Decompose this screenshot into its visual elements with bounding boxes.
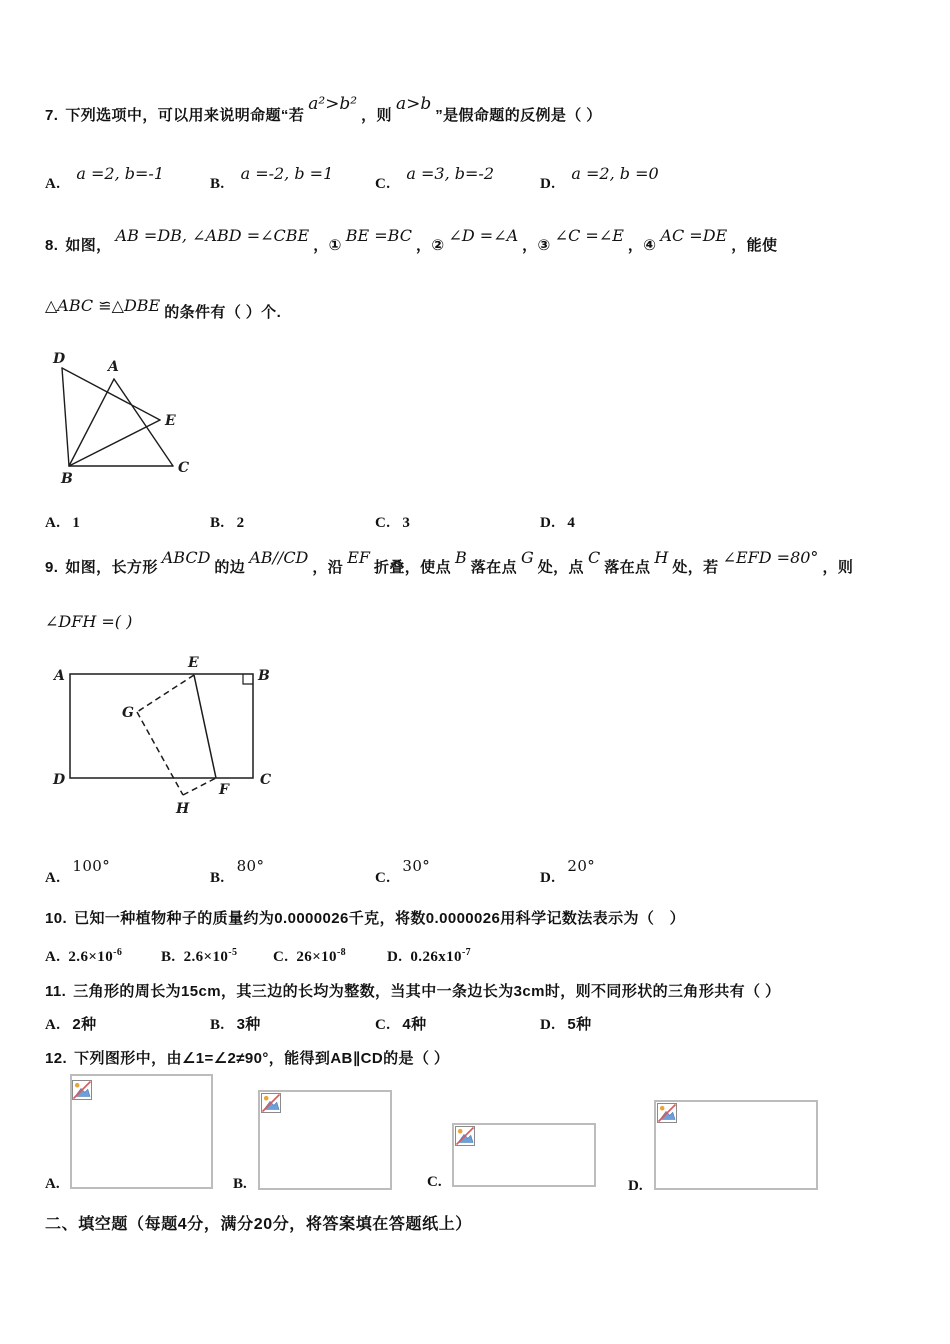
q11-option-b-value: 3种 (236, 1016, 261, 1033)
q7-option-a-label: A. (45, 176, 61, 192)
question-8-t4: ，③ (522, 237, 551, 254)
q11-option-d-value: 5种 (567, 1016, 592, 1033)
fig9-label-a: A (54, 668, 65, 684)
q9-option-c (375, 857, 431, 889)
question-7-number: 7. (45, 107, 59, 124)
q8-option-b-label: B. (210, 515, 225, 531)
question-9-formula-2: AB//CD (249, 548, 309, 567)
q11-option-b-label: B. (210, 1017, 225, 1033)
q8-option-b (210, 512, 244, 534)
fig8-label-a: A (108, 359, 119, 375)
question-11-text (45, 981, 780, 1003)
q11-option-c-label: C. (375, 1017, 391, 1033)
question-7-formula-2: a>b (395, 94, 432, 114)
q9-option-b (210, 857, 265, 889)
question-8-formula-5: AC =DE (660, 226, 728, 245)
question-8-formula-1: AB =DB, ∠ABD =∠CBE (115, 226, 310, 245)
broken-image-icon (261, 1093, 281, 1113)
q12-figure-box-a (70, 1074, 213, 1189)
question-9-formula-4: B (455, 548, 467, 567)
q7-option-d (540, 164, 663, 195)
fig9-label-e: E (188, 655, 199, 671)
question-10-text (45, 908, 685, 930)
q10-option-c-exp: -8 (336, 947, 347, 958)
question-9-formula-1: ABCD (161, 548, 211, 567)
fig9-label-h: H (176, 801, 190, 817)
q12-option-c-label: C. (427, 1174, 442, 1190)
q9-option-c-label: C. (375, 870, 391, 886)
question-9-t8: 处，若 (672, 559, 719, 576)
question-9-text-line2 (45, 611, 136, 634)
question-8-formula-2: BE =BC (345, 226, 412, 245)
question-7-t3: ”是假命题的反例是（ ） (435, 107, 602, 124)
q12-option-a-label: A. (45, 1176, 60, 1192)
q8-option-a-value: 1 (72, 515, 81, 531)
q8-option-d (540, 512, 575, 534)
question-9-t2: 的边 (214, 559, 246, 576)
broken-image-icon (72, 1080, 92, 1100)
q8-option-c-value: 3 (402, 515, 411, 531)
fig9-label-d: D (53, 772, 66, 788)
question-10-t: 已知一种植物种子的质量约为0.0000026千克，将数0.0000026用科学记数法表示为（ ） (74, 910, 686, 927)
question-12-t: 下列图形中，由∠1=∠2≠90°，能得到AB∥CD的是（ ） (74, 1050, 450, 1067)
question-8-t6: ，能使 (731, 237, 778, 254)
question-9-t6: 处，点 (537, 559, 584, 576)
q10-option-a (45, 942, 122, 968)
q9-option-b-value: 80° (236, 857, 265, 875)
q10-option-d-base: 0.26x10 (410, 949, 462, 965)
fig9-label-g: G (122, 705, 134, 721)
q7-option-c (375, 164, 498, 195)
q10-option-d-exp: -7 (461, 947, 472, 958)
q9-option-d-label: D. (540, 870, 556, 886)
broken-image-icon (455, 1126, 475, 1146)
question-12-text (45, 1048, 449, 1070)
q11-option-a-value: 2种 (72, 1016, 97, 1033)
q7-option-a-value: a =2, b=-1 (76, 164, 165, 183)
q10-option-b-label: B. (161, 949, 176, 965)
question-9-line2-formula: ∠DFH =( ) (45, 612, 133, 631)
q7-option-d-value: a =2, b =0 (571, 164, 659, 183)
question-8-formula-3: ∠D =∠A (448, 226, 519, 245)
q12-option-b-label: B. (233, 1176, 247, 1192)
q10-option-a-exp: -6 (113, 947, 123, 958)
question-8-t5: ，④ (627, 237, 657, 254)
fig8-label-c: C (178, 460, 190, 476)
question-8-text-line2 (45, 296, 282, 324)
question-9-t7: 落在点 (604, 559, 651, 576)
question-9-text-line1 (45, 548, 854, 579)
q7-option-a (45, 164, 168, 195)
q11-option-c (375, 1014, 427, 1036)
question-8-formula-4: ∠C =∠E (554, 226, 624, 245)
q10-option-c (273, 942, 346, 968)
q8-option-d-value: 4 (567, 515, 576, 531)
question-9-t9: ，则 (822, 559, 854, 576)
question-8-number: 8. (45, 237, 59, 254)
q8-option-c (375, 512, 410, 534)
question-9-formula-3: EF (347, 548, 370, 567)
fig9-label-b: B (258, 668, 270, 684)
q8-option-d-label: D. (540, 515, 556, 531)
question-8-t7: 的条件有（ ）个. (164, 304, 282, 321)
question-8-t2: ，① (313, 237, 342, 254)
question-8-t3: ，② (415, 237, 445, 254)
question-9-formula-6: C (587, 548, 601, 567)
q10-option-a-label: A. (45, 949, 61, 965)
q8-option-b-value: 2 (236, 515, 245, 531)
question-8-formula-6: △ABC ≌△DBE (45, 296, 161, 315)
q9-option-c-value: 30° (402, 857, 431, 875)
q7-option-c-label: C. (375, 176, 391, 192)
question-7-t2: ，则 (361, 107, 392, 124)
question-9-t3: ，沿 (312, 559, 344, 576)
q7-option-d-label: D. (540, 176, 556, 192)
q10-option-c-base: 26×10 (296, 949, 337, 965)
q9-option-d (540, 857, 596, 889)
question-11-t: 三角形的周长为15cm，其三边的长均为整数，当其中一条边长为3cm时，则不同形状的三角形共有（ ） (73, 983, 781, 1000)
q12-option-d-label: D. (628, 1178, 643, 1194)
question-8-t1: 如图， (65, 237, 112, 254)
question-9-t1: 如图，长方形 (65, 559, 158, 576)
q10-option-b-exp: -5 (228, 947, 238, 958)
q10-option-b (161, 942, 237, 968)
q11-option-a-label: A. (45, 1017, 61, 1033)
q12-figure-box-c (452, 1123, 596, 1187)
q7-option-b-label: B. (210, 176, 225, 192)
q8-option-c-label: C. (375, 515, 391, 531)
q9-option-a-label: A. (45, 870, 61, 886)
question-11-number: 11. (45, 983, 67, 1000)
q7-option-c-value: a =3, b=-2 (406, 164, 495, 183)
q7-option-b (210, 164, 337, 195)
q9-option-d-value: 20° (567, 857, 596, 875)
q11-option-a (45, 1014, 97, 1036)
question-9-t5: 落在点 (470, 559, 517, 576)
q10-option-d-label: D. (387, 949, 403, 965)
fig9-label-f: F (219, 782, 229, 798)
question-8-text-line1 (45, 226, 778, 257)
q10-option-d (387, 942, 471, 968)
q9-option-b-label: B. (210, 870, 225, 886)
question-7-formula-1: a²>b² (308, 94, 358, 114)
q9-option-a-value: 100° (72, 857, 111, 875)
question-9-formula-7: H (654, 548, 669, 567)
q7-option-b-value: a =-2, b =1 (240, 164, 334, 183)
q8-option-a-label: A. (45, 515, 61, 531)
q10-option-b-base: 2.6×10 (183, 949, 229, 965)
question-9-t4: 折叠，使点 (373, 559, 451, 576)
figure-9-folded-rectangle (50, 653, 282, 821)
q12-figure-box-b (258, 1090, 392, 1190)
q11-option-d-label: D. (540, 1017, 556, 1033)
q10-option-a-base: 2.6×10 (68, 949, 114, 965)
fig9-label-c: C (260, 772, 272, 788)
section-2-header: 二、填空题（每题4分，满分20分，将答案填在答题纸上） (45, 1216, 472, 1233)
q11-option-d (540, 1014, 592, 1036)
figure-8-triangles (50, 350, 200, 492)
q12-figure-box-d (654, 1100, 818, 1190)
q8-option-a (45, 512, 80, 534)
question-7-text (45, 94, 602, 127)
q11-option-c-value: 4种 (402, 1016, 427, 1033)
question-12-number: 12. (45, 1050, 68, 1067)
q10-option-c-label: C. (273, 949, 289, 965)
question-7-t1: 下列选项中，可以用来说明命题“若 (65, 107, 305, 124)
question-9-number: 9. (45, 559, 59, 576)
q11-option-b (210, 1014, 261, 1036)
q9-option-a (45, 857, 111, 889)
question-9-formula-5: G (520, 548, 534, 567)
fig8-label-d: D (53, 351, 66, 367)
question-10-number: 10. (45, 910, 68, 927)
question-9-formula-8: ∠EFD =80° (722, 548, 819, 567)
fig8-label-b: B (61, 471, 73, 487)
fig8-label-e: E (165, 413, 176, 429)
broken-image-icon (657, 1103, 677, 1123)
